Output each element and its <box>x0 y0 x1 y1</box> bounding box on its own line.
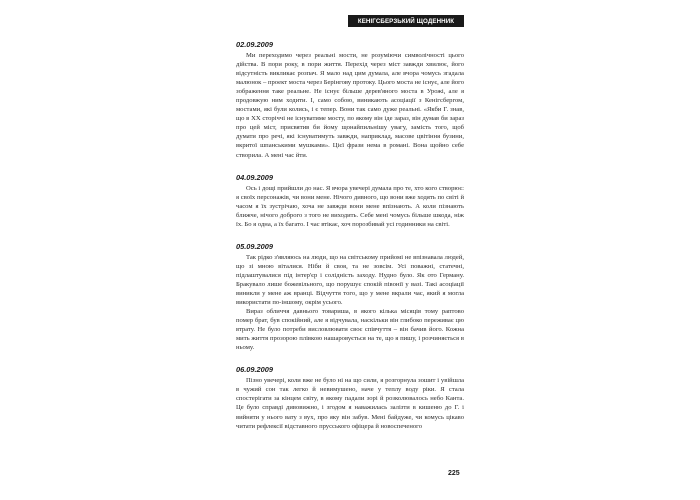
page-number: 225 <box>448 470 460 477</box>
entry-date: 05.09.2009 <box>236 241 273 251</box>
entry-paragraph: Так рідко з'являюсь на люди, що на світському прийомі не впізнавала людей, що зі мною віталися. Ніби й своя, та не зовсім. Усі поважні, статечні, підлаштувалися під інтер'єр і солідність заходу. Нудно було. Як ото Герману. Бракувало лише божевільного, що порушує спокій півонії у вазі. Такі асоціації виникли у мене аж вранці. Відчуття того, що у мене вкрали час, який я могла використати по-іншому, окрім усього. <box>236 253 464 307</box>
entry-paragraph: Ось і дощі прийшли до нас. Я вчора увечері думала про те, хто кого створює: я своїх персонажів, чи вони мене. Нічого дивного, що вони вже ходять по світі й часом я їх зустрічаю, хоча не завжди вони мене впізнають. А коли пізнають ближче, нічого доброго з того не виходить. Себе мені чомусь більше шкода, ніж їх. Бо я одна, а їх багато. І час втікає, хоч порозбивай усі годинники на світі. <box>236 184 464 228</box>
diary-entry <box>236 365 464 430</box>
diary-entry <box>236 40 464 160</box>
entry-date: 04.09.2009 <box>236 172 273 182</box>
entry-paragraph: Пізно увечері, коли вже не було ні на що сили, я розгорнула зошит і увійшла в чужий сон так легко й невимушено, наче у теплу воду ріки. Я стала спостерігати за кінцем світу, в якому падали зорі й розколювалось небо Канта. Це було справді дивовижно, і згодом я наважилась залізти в кишеню до Г. і вийняти у нього вату з вух, про яку він забув. Мені байдуже, чи комусь цікаво читати рефлексії відставного прусського офіцера й новоспеченого <box>236 377 464 430</box>
running-header <box>348 15 464 27</box>
diary-entry <box>236 173 464 229</box>
entry-date: 02.09.2009 <box>236 40 273 49</box>
entry-spacer <box>236 233 464 242</box>
entry-spacer <box>236 164 464 173</box>
diary-page <box>236 40 464 435</box>
entry-paragraph: Ми переходимо через реальні мости, не розуміючи символічності цього дійства. В пори року, в пори життя. Перехід через міст завжди хвилює, його відсутність викликає розпач. Я мало над цим думала, але вчора чомусь згадала малюнок – проект моста через Берінгову протоку. Цього моста не існує, але його зображення таке реальне. Не існує більше дерев'яного моста в Урожі, але я продовжую ним ходити. І, само собою, виникають асоціації з Кенігсбергом, мостами, які були колись, і є тепер. Вони так само дуже реальні. «Якби Г. знав, що в ХХ сторіччі не існуватиме мосту, по якому він іде зараз, він думав би зараз про цей міст, присвятив би йому щонайпильнішу увагу, замість того, щоб думати про речі, які існуватимуть завжди, наприклад, масове цвітіння бузини, вкритої шпанськими мушками». Цієї фрази нема в романі. Вона щойно себе створила. А мені час йти. <box>236 52 464 159</box>
running-header-title: КЕНІГСБЕРЗЬКИЙ ЩОДЕННИК <box>357 17 455 25</box>
diary-entry <box>236 242 464 353</box>
entry-spacer <box>236 356 464 365</box>
entry-date: 06.09.2009 <box>236 365 273 375</box>
entry-paragraph: Вираз обличчя давнього товариша, в якого кілька місяців тому раптово помер брат, був спокійний, але я відчувала, наскільки він глибоко переживає цю втрату. Не було потреби висловлювати своє співчуття – він бачив його. Кожна мить життя прозорою плівкою нашаровується на те, що я пишу, і розчиняється в ньому. <box>236 308 464 352</box>
